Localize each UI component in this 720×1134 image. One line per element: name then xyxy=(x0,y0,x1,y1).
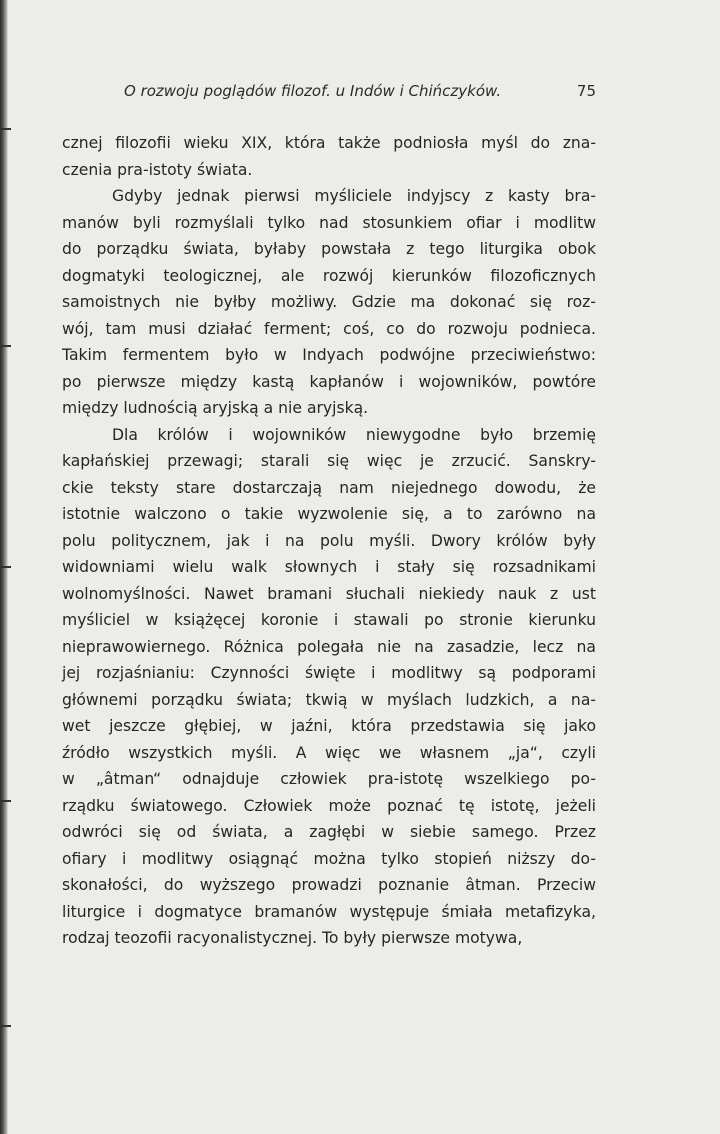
text-line: widowniami wielu walk słownych i stały się rozsadnikami xyxy=(62,558,596,576)
text-line: samoistnych nie byłby możliwy. Gdzie ma dokonać się roz- xyxy=(62,293,596,311)
text-line: wój, tam musi działać ferment; coś, co do rozwoju podnieca. xyxy=(62,319,596,338)
text-line: wolnomyślności. Nawet bramani słuchali niekiedy nauk z ust xyxy=(62,584,596,603)
text-line: nieprawowiernego. Różnica polegała nie na zasadzie, lecz na xyxy=(62,637,596,656)
running-title: O rozwoju poglądów filozof. u Indów i Chińczyków. xyxy=(124,82,502,100)
text-line: dogmatyki teologicznej, ale rozwój kierunków filozoficznych xyxy=(62,266,596,285)
text-line: Gdyby jednak pierwsi myśliciele indyjscy z kasty bra- xyxy=(112,187,596,205)
text-line: do porządku świata, byłaby powstała z tego liturgika obok xyxy=(62,240,596,258)
text-line: wet jeszcze głębiej, w jaźni, która przedstawia się jako xyxy=(62,717,596,735)
text-line: skonałości, do wyższego prowadzi poznanie âtman. Przeciw xyxy=(62,876,596,894)
text-line: ofiary i modlitwy osiągnąć można tylko stopień niższy do- xyxy=(62,849,596,868)
page-header xyxy=(62,82,596,112)
text-line: ckie teksty stare dostarczają nam niejednego dowodu, że xyxy=(62,478,596,497)
text-line: polu politycznem, jak i na polu myśli. Dwory królów były xyxy=(62,531,596,550)
text-line: istotnie walczono o takie wyzwolenie się, a to zarówno na xyxy=(62,505,596,523)
text-line: myśliciel w książęcej koronie i stawali po stronie kierunku xyxy=(62,611,596,629)
paragraph xyxy=(62,183,596,422)
binding-mark xyxy=(0,800,11,802)
paragraph xyxy=(62,422,596,952)
text-line: Takim fermentem było w Indyach podwójne przeciwieństwo: xyxy=(62,346,596,364)
body-text xyxy=(62,130,596,952)
text-line: po pierwsze między kastą kapłanów i wojowników, powtóre xyxy=(62,372,596,391)
text-line: rządku światowego. Człowiek może poznać tę istotę, jeżeli xyxy=(62,796,596,815)
text-line: rodzaj teozofii racyonalistycznej. To były pierwsze motywa, xyxy=(62,929,523,947)
text-line: źródło wszystkich myśli. A więc we własnem „ja“, czyli xyxy=(62,743,596,762)
text-line: liturgice i dogmatyce bramanów występuje śmiała metafizyka, xyxy=(62,902,596,921)
binding-mark xyxy=(0,345,11,347)
text-line: między ludnością aryjską a nie aryjską. xyxy=(62,399,369,417)
text-line: cznej filozofii wieku XIX, która także podniosła myśl do zna- xyxy=(62,134,596,152)
text-line: odwróci się od świata, a zagłębi w siebie samego. Przez xyxy=(62,823,596,841)
text-line: jej rozjaśnianiu: Czynności święte i modlitwy są podporami xyxy=(62,664,596,682)
text-line: głównemi porządku świata; tkwią w myślach ludzkich, a na- xyxy=(62,690,596,709)
paragraph xyxy=(62,130,596,183)
binding-mark xyxy=(0,128,11,130)
text-line: w „âtman“ odnajduje człowiek pra-istotę wszelkiego po- xyxy=(62,770,596,788)
text-line: Dla królów i wojowników niewygodne było brzemię xyxy=(112,425,596,444)
binding-mark xyxy=(0,1025,11,1027)
page-number: 75 xyxy=(576,82,596,100)
text-line: manów byli rozmyślali tylko nad stosunkiem ofiar i modlitw xyxy=(62,213,596,232)
text-line: czenia pra-istoty świata. xyxy=(62,160,253,179)
binding-mark xyxy=(0,566,11,568)
text-line: kapłańskiej przewagi; starali się więc je zrzucić. Sanskry- xyxy=(62,452,596,470)
